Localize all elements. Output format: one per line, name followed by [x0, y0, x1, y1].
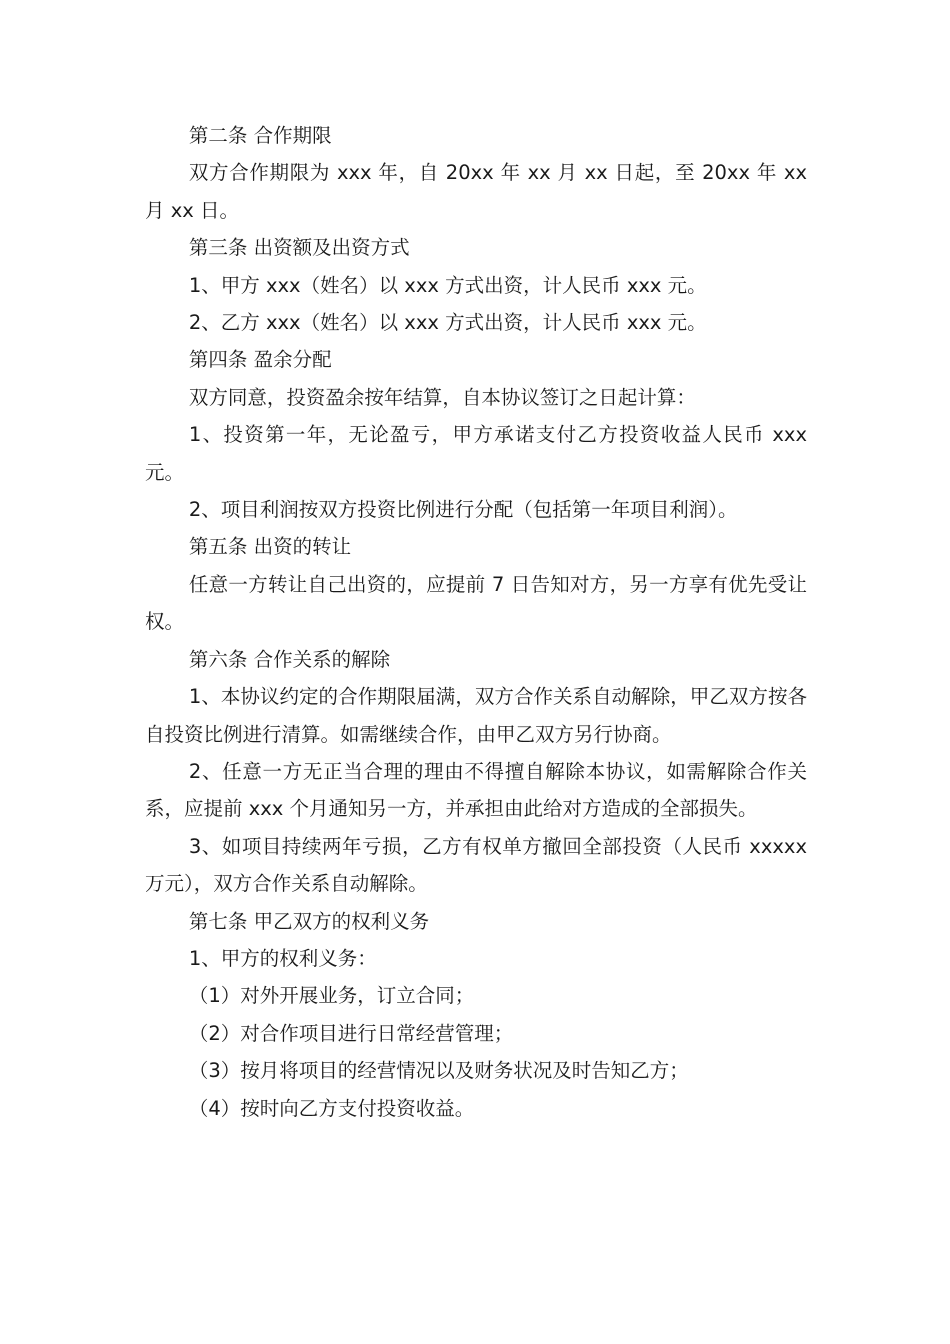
article-heading: 第二条 合作期限	[188, 124, 332, 147]
article-heading: 第三条 出资额及出资方式	[188, 236, 410, 260]
paragraph: 1、甲方的权利义务：	[188, 946, 377, 970]
list-item: （3）按月将项目的经营情况以及财务状况及时告知乙方；	[188, 1059, 689, 1083]
paragraph: 1、本协议约定的合作期限届满，双方合作关系自动解除，甲乙双方按各自投资比例进行清算。如需继续合作，由甲乙双方另行协商。	[145, 685, 807, 746]
paragraph: 2、任意一方无正当合理的理由不得擅自解除本协议，如需解除合作关系，应提前 xxx 个月通知另一方，并承担由此给对方造成的全部损失。	[145, 759, 807, 821]
article-heading: 第五条 出资的转让	[188, 535, 352, 559]
paragraph: 1、投资第一年，无论盈亏，甲方承诺支付乙方投资收益人民币 xxx 元。	[145, 423, 807, 484]
list-item: （4）按时向乙方支付投资收益。	[188, 1096, 475, 1120]
article-heading: 第四条 盈余分配	[188, 348, 332, 372]
paragraph: 2、乙方 xxx（姓名）以 xxx 方式出资，计人民币 xxx 元。	[188, 311, 707, 335]
list-item: （1）对外开展业务，订立合同；	[188, 984, 475, 1008]
paragraph: 3、如项目持续两年亏损，乙方有权单方撤回全部投资（人民币 xxxxx 万元），双方合作关系自动解除。	[145, 834, 807, 896]
paragraph: 1、甲方 xxx（姓名）以 xxx 方式出资，计人民币 xxx 元。	[188, 273, 707, 297]
document-body	[145, 117, 807, 1127]
article-heading: 第六条 合作关系的解除	[188, 647, 391, 671]
paragraph: 双方合作期限为 xxx 年，自 20xx 年 xx 月 xx 日起，至 20xx 年 xx 月 xx 日。	[145, 161, 807, 222]
paragraph: 任意一方转让自己出资的，应提前 7 日告知对方，另一方享有优先受让权。	[145, 572, 807, 634]
article-heading: 第七条 甲乙双方的权利义务	[188, 909, 430, 933]
list-item: （2）对合作项目进行日常经营管理；	[188, 1021, 514, 1045]
paragraph: 双方同意，投资盈余按年结算，自本协议签订之日起计算：	[188, 385, 696, 409]
paragraph: 2、项目利润按双方投资比例进行分配（包括第一年项目利润）。	[188, 498, 738, 522]
